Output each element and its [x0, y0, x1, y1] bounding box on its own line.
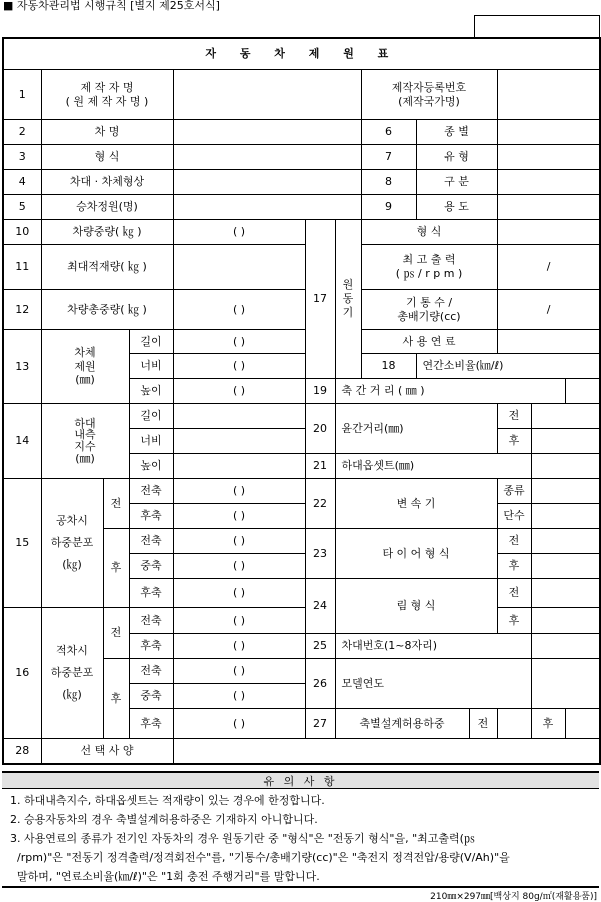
trans-kind-label: 종류 — [497, 479, 531, 504]
track-label: 윤간거리(㎜) — [335, 404, 497, 454]
axle-value[interactable]: ( ) — [173, 684, 305, 709]
rim-rear-label: 후 — [497, 608, 531, 634]
row-no: 3 — [3, 145, 41, 170]
maker-reg-label: 제작자등록번호 (제작국가명) — [361, 70, 497, 120]
form-header: ■ 자동차관리법 시행규칙 [별지 제25호서식] — [3, 0, 220, 12]
row-no: 14 — [3, 404, 41, 479]
axle-design-front-value[interactable] — [497, 709, 531, 739]
note-item: 1. 하대내측지수, 하대옵셋트는 적재량이 있는 경우에 한정합니다. — [10, 794, 325, 807]
maker-reg-value[interactable] — [497, 70, 600, 120]
length-label: 길이 — [129, 404, 173, 429]
axle-value[interactable]: ( ) — [173, 479, 305, 504]
car-name-value[interactable] — [173, 120, 361, 145]
row-no: 13 — [3, 330, 41, 404]
height-label: 높이 — [129, 454, 173, 479]
options-value[interactable] — [173, 739, 600, 764]
fuel-economy-label: 연간소비율(㎞/ℓ) — [416, 354, 600, 379]
front-label: 전 — [103, 608, 129, 659]
row-no: 2 — [3, 120, 41, 145]
paper-spec: 210㎜×297㎜[백상지 80g/㎡(재활용품)] — [430, 892, 597, 902]
use-label: 용 도 — [416, 195, 497, 220]
axle-value[interactable]: ( ) — [173, 659, 305, 684]
note-item: 3. 사용연료의 종류가 전기인 자동차의 경우 원동기란 중 "형식"은 "전동기 형식"을, "최고출력(㎰ /rpm)"은 "전동기 정격출력/정격회전수"를, "기통수/총배기량(cc)"은 "축전지 정격전압/용량(V/Ah)"을 말하며, "연료소비율(㎞/ℓ)"은 "1회 충전 주행거리"를 말합니다. — [10, 832, 510, 883]
fuel-label: 사 용 연 료 — [361, 330, 497, 354]
note-item: 2. 승용자동차의 경우 축별설계허용하중은 기재하지 아니합니다. — [10, 813, 318, 826]
width-label: 너비 — [129, 429, 173, 454]
engine-model-value[interactable] — [497, 220, 600, 245]
capacity-value[interactable] — [173, 195, 361, 220]
tire-front-value[interactable] — [531, 529, 600, 554]
model-year-label: 모델연도 — [335, 659, 531, 709]
row-no: 23 — [305, 529, 335, 579]
rim-front-value[interactable] — [531, 579, 600, 608]
rim-front-label: 전 — [497, 579, 531, 608]
axle-label: 전축 — [129, 529, 173, 554]
body-shape-value[interactable] — [173, 170, 361, 195]
stamp-box — [474, 15, 600, 37]
vehicle-weight-value[interactable]: ( ) — [173, 220, 305, 245]
row-no: 8 — [361, 170, 416, 195]
track-front-label: 전 — [497, 404, 531, 429]
model-value[interactable] — [173, 145, 361, 170]
max-power-value[interactable]: / — [497, 245, 600, 290]
cargo-offset-value[interactable] — [531, 454, 600, 479]
type-value[interactable] — [497, 145, 600, 170]
fuel-value[interactable] — [497, 330, 600, 354]
row-no: 11 — [3, 245, 41, 290]
row-no: 20 — [305, 404, 335, 454]
track-rear-value[interactable] — [531, 429, 600, 454]
row-no: 26 — [305, 659, 335, 709]
row-no: 22 — [305, 479, 335, 529]
row-no: 24 — [305, 579, 335, 634]
axle-label: 후축 — [129, 504, 173, 529]
category-label: 종 별 — [416, 120, 497, 145]
capacity-label: 승차정원(명) — [41, 195, 173, 220]
body-shape-label: 차대 · 차체형상 — [41, 170, 173, 195]
axle-design-rear-label: 후 — [531, 709, 565, 739]
wheelbase-value[interactable] — [565, 379, 600, 404]
axle-label: 전축 — [129, 608, 173, 634]
row-no: 7 — [361, 145, 416, 170]
row-no: 19 — [305, 379, 335, 404]
axle-label: 중축 — [129, 554, 173, 579]
gross-weight-label: 차량총중량( ㎏ ) — [41, 290, 173, 330]
length-value[interactable]: ( ) — [173, 330, 305, 354]
row-no: 18 — [361, 354, 416, 379]
axle-value[interactable]: ( ) — [173, 529, 305, 554]
engine-model-label: 형 식 — [361, 220, 497, 245]
rear-label: 후 — [103, 529, 129, 608]
trans-stage-value[interactable] — [531, 504, 600, 529]
max-load-label: 최대적재량( ㎏ ) — [41, 245, 173, 290]
options-label: 선 택 사 양 — [41, 739, 173, 764]
row-no: 10 — [3, 220, 41, 245]
engine-label: 원 동 기 — [335, 220, 361, 379]
axle-label: 후축 — [129, 709, 173, 739]
row-no: 6 — [361, 120, 416, 145]
cargo-dim-label: 하대 내측 지수 (㎜) — [41, 404, 129, 479]
axle-design-load-label: 축별설계허용하중 — [335, 709, 469, 739]
class-value[interactable] — [497, 170, 600, 195]
model-label: 형 식 — [41, 145, 173, 170]
model-year-value[interactable] — [531, 659, 600, 709]
cargo-offset-label: 하대옵셋트(㎜) — [335, 454, 531, 479]
height-value[interactable]: ( ) — [173, 379, 305, 404]
tire-rear-value[interactable] — [531, 554, 600, 579]
row-no: 17 — [305, 220, 335, 379]
empty-load-label: 공차시 하중분포 (㎏) — [41, 479, 103, 608]
length-label: 길이 — [129, 330, 173, 354]
vin-label: 차대번호(1~8자리) — [335, 634, 531, 659]
row-no: 9 — [361, 195, 416, 220]
cylinders-value[interactable]: / — [497, 290, 600, 330]
car-name-label: 차 명 — [41, 120, 173, 145]
maker-label: 제 작 자 명 ( 원 제 작 자 명 ) — [41, 70, 173, 120]
transmission-label: 변 속 기 — [335, 479, 497, 529]
axle-label: 전축 — [129, 659, 173, 684]
axle-value[interactable]: ( ) — [173, 579, 305, 608]
type-label: 유 형 — [416, 145, 497, 170]
max-load-value[interactable] — [173, 245, 305, 290]
axle-label: 후축 — [129, 579, 173, 608]
max-power-label: 최 고 출 력 ( ㎰ / r p m ) — [361, 245, 497, 290]
tire-front-label: 전 — [497, 529, 531, 554]
height-value[interactable] — [173, 454, 305, 479]
gross-weight-value[interactable]: ( ) — [173, 290, 305, 330]
row-no: 27 — [305, 709, 335, 739]
axle-value[interactable]: ( ) — [173, 608, 305, 634]
category-value[interactable] — [497, 120, 600, 145]
row-no: 4 — [3, 170, 41, 195]
track-front-value[interactable] — [531, 404, 600, 429]
axle-label: 후축 — [129, 634, 173, 659]
use-value[interactable] — [497, 195, 600, 220]
row-no: 15 — [3, 479, 41, 608]
axle-label: 전축 — [129, 479, 173, 504]
trans-stage-label: 단수 — [497, 504, 531, 529]
body-dim-label: 차체 제원 (㎜) — [41, 330, 129, 404]
loaded-load-label: 적차시 하중분포 (㎏) — [41, 608, 103, 739]
width-label: 너비 — [129, 354, 173, 379]
axle-design-front-label: 전 — [469, 709, 497, 739]
row-no: 28 — [3, 739, 41, 764]
wheelbase-label: 축 간 거 리 ( ㎜ ) — [335, 379, 565, 404]
axle-design-rear-value[interactable] — [565, 709, 600, 739]
rim-rear-value[interactable] — [531, 608, 600, 634]
axle-value[interactable]: ( ) — [173, 709, 305, 739]
footer-divider — [2, 886, 599, 888]
row-no: 16 — [3, 608, 41, 739]
maker-value[interactable] — [173, 70, 361, 120]
notes-list — [10, 791, 600, 886]
cylinders-label: 기 통 수 / 총배기량(cc) — [361, 290, 497, 330]
row-no: 21 — [305, 454, 335, 479]
rear-label: 후 — [103, 659, 129, 739]
axle-value[interactable]: ( ) — [173, 634, 305, 659]
spec-table — [2, 37, 601, 765]
row-no: 5 — [3, 195, 41, 220]
trans-kind-value[interactable] — [531, 479, 600, 504]
height-label: 높이 — [129, 379, 173, 404]
width-value[interactable] — [173, 429, 305, 454]
tire-rear-label: 후 — [497, 554, 531, 579]
row-no: 12 — [3, 290, 41, 330]
row-no: 25 — [305, 634, 335, 659]
rim-label: 림 형 식 — [335, 579, 497, 634]
width-value[interactable]: ( ) — [173, 354, 305, 379]
vin-value[interactable] — [531, 634, 600, 659]
length-value[interactable] — [173, 404, 305, 429]
axle-value[interactable]: ( ) — [173, 554, 305, 579]
axle-value[interactable]: ( ) — [173, 504, 305, 529]
class-label: 구 분 — [416, 170, 497, 195]
vehicle-weight-label: 차량중량( ㎏ ) — [41, 220, 173, 245]
track-rear-label: 후 — [497, 429, 531, 454]
front-label: 전 — [103, 479, 129, 529]
notes-title: 유 의 사 항 — [2, 771, 599, 789]
tire-label: 타 이 어 형 식 — [335, 529, 497, 579]
form-title: 자 동 차 제 원 표 — [3, 38, 600, 70]
row-no: 1 — [3, 70, 41, 120]
axle-label: 중축 — [129, 684, 173, 709]
